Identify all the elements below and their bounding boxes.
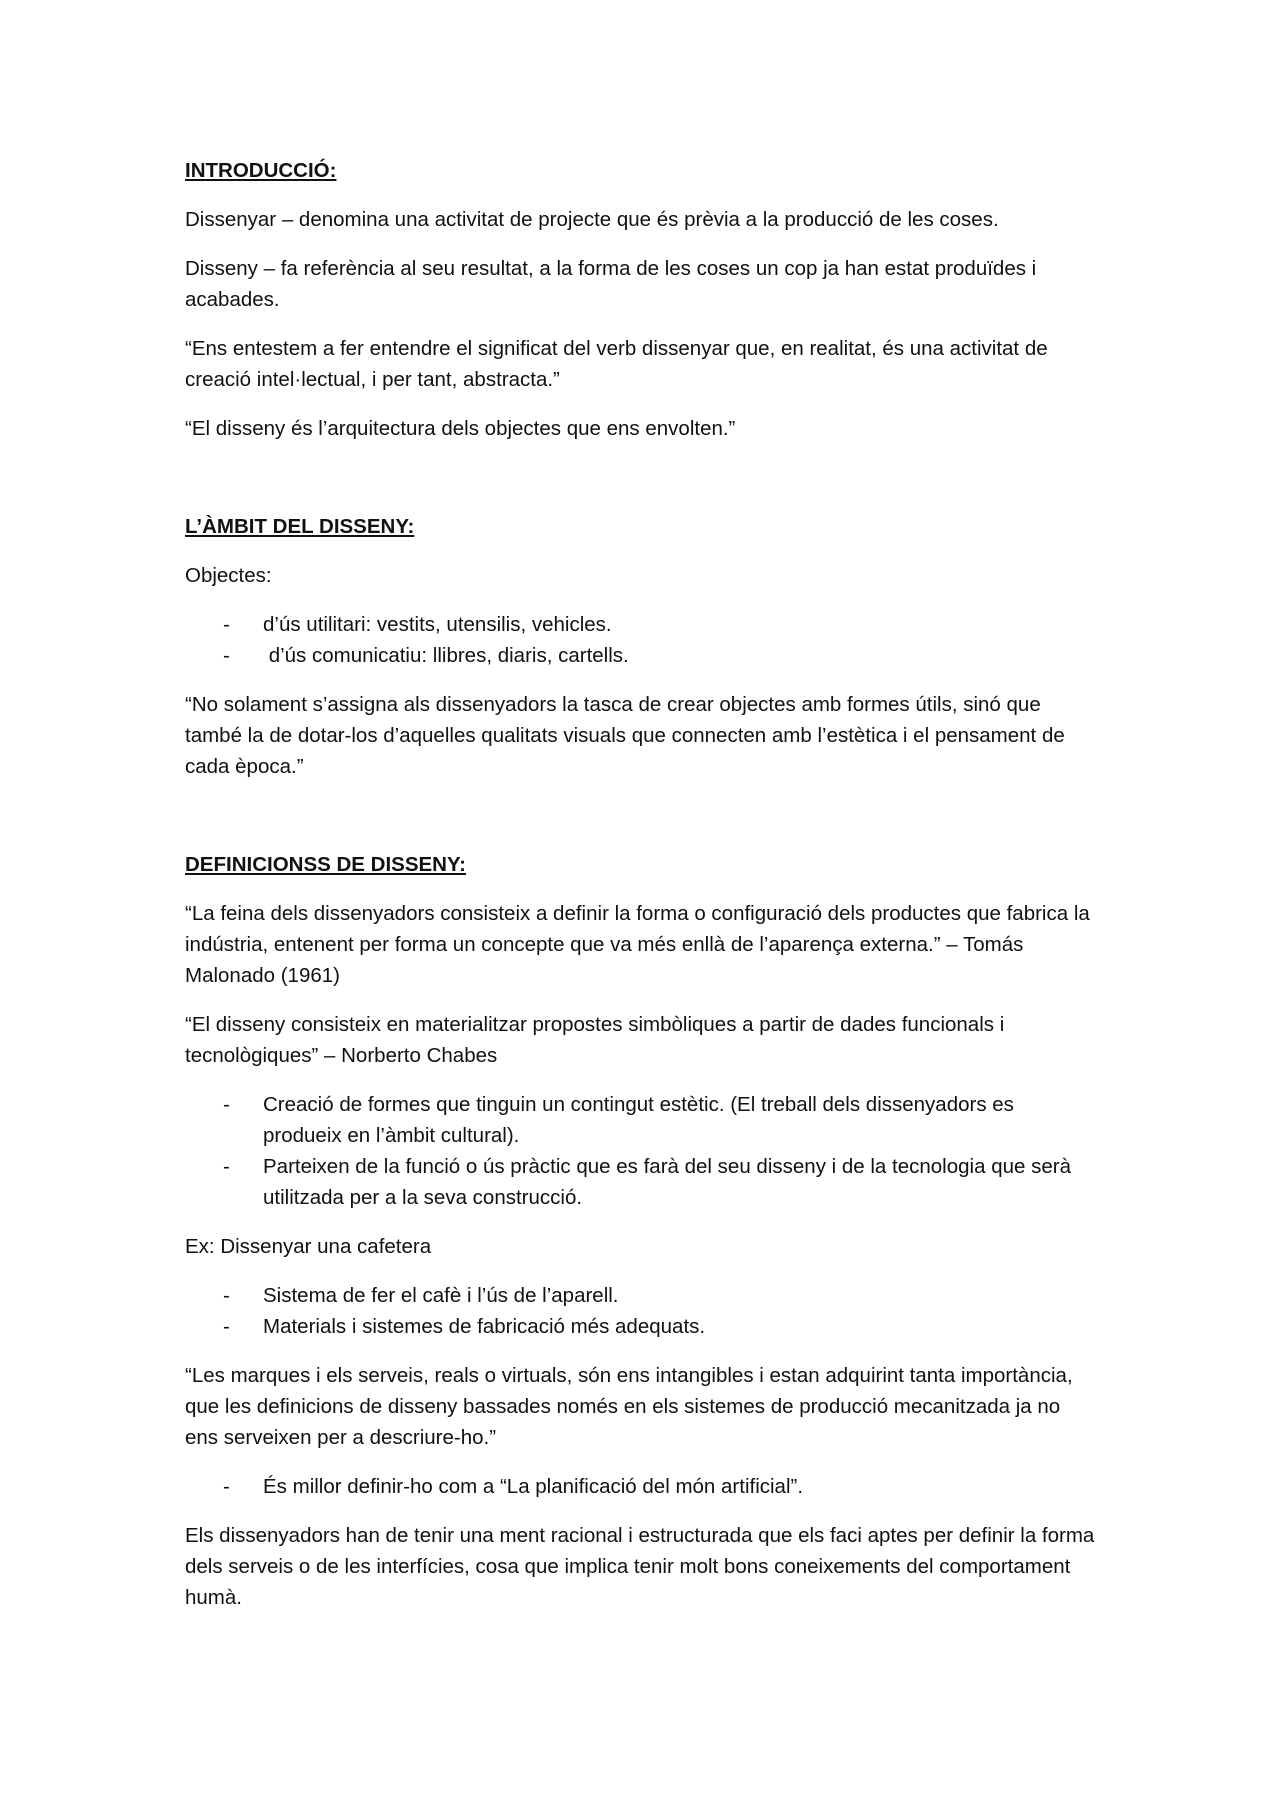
dash-bullet: - (223, 1155, 230, 1178)
list-item (185, 1280, 1095, 1311)
quote-paragraph: “Les marques i els serveis, reals o virtuals, són ens intangibles i estan adquirint tanta importància, que les definicions de disseny bassades només en els sistemes de producció mecanitzada ja no ens serveixen per a descriure-ho.” (185, 1364, 1073, 1449)
quote-paragraph: “La feina dels dissenyadors consisteix a definir la forma o configuració dels productes que fabrica la indústria, entenent per forma un concepte que va més enllà de l’aparença externa.” – Tomás Malonado (1961) (185, 902, 1090, 987)
list-item (185, 1471, 1095, 1502)
quote-paragraph: “El disseny és l’arquitectura dels objectes que ens envolten.” (185, 417, 736, 440)
list-item-text: És millor definir-ho com a “La planificació del món artificial”. (263, 1475, 804, 1498)
section-heading-definicions: DEFINICIONSS DE DISSENY: (185, 853, 466, 876)
bullet-list (185, 1089, 1095, 1213)
list-item-text: Creació de formes que tinguin un contingut estètic. (El treball dels dissenyadors es produeix en l’àmbit cultural). (263, 1093, 1014, 1147)
dash-bullet: - (223, 1475, 230, 1498)
list-item (185, 1089, 1095, 1151)
dash-bullet: - (223, 1093, 230, 1116)
bullet-list (185, 609, 1095, 671)
dash-bullet: - (223, 644, 230, 667)
dash-bullet: - (223, 1284, 230, 1307)
bullet-list (185, 1280, 1095, 1342)
list-item-text: Parteixen de la funció o ús pràctic que es farà del seu disseny i de la tecnologia que serà utilitzada per a la seva construcció. (263, 1155, 1071, 1209)
paragraph: Ex: Dissenyar una cafetera (185, 1235, 432, 1258)
quote-paragraph: “El disseny consisteix en materialitzar propostes simbòliques a partir de dades funcionals i tecnològiques” – Norberto Chabes (185, 1013, 1005, 1067)
list-item-text: d’ús utilitari: vestits, utensilis, vehicles. (263, 613, 612, 636)
bullet-list (185, 1471, 1095, 1502)
list-item-text: Sistema de fer el cafè i l’ús de l’aparell. (263, 1284, 619, 1307)
list-item (185, 1311, 1095, 1342)
section-heading-ambit: L’ÀMBIT DEL DISSENY: (185, 515, 415, 538)
section-spacer (185, 462, 1095, 511)
paragraph: Objectes: (185, 564, 272, 587)
list-item (185, 640, 1095, 671)
paragraph: Disseny – fa referència al seu resultat, a la forma de les coses un cop ja han estat produïdes i acabades. (185, 257, 1037, 311)
dash-bullet: - (223, 613, 230, 636)
list-item (185, 609, 1095, 640)
quote-paragraph: “Ens entestem a fer entendre el significat del verb dissenyar que, en realitat, és una activitat de creació intel·lectual, i per tant, abstracta.” (185, 337, 1048, 391)
list-item-text: d’ús comunicatiu: llibres, diaris, cartells. (263, 644, 629, 667)
list-item-text: Materials i sistemes de fabricació més adequats. (263, 1315, 706, 1338)
list-item (185, 1151, 1095, 1213)
dash-bullet: - (223, 1315, 230, 1338)
paragraph: Els dissenyadors han de tenir una ment racional i estructurada que els faci aptes per definir la forma dels serveis o de les interfícies, cosa que implica tenir molt bons coneixements del comportament humà. (185, 1524, 1095, 1609)
quote-paragraph: “No solament s’assigna als dissenyadors la tasca de crear objectes amb formes útils, sinó que també la de dotar-los d’aquelles qualitats visuals que connecten amb l’estètica i el pensament de cada època.” (185, 693, 1065, 778)
section-heading-introduccio: INTRODUCCIÓ: (185, 159, 337, 182)
section-spacer (185, 800, 1095, 849)
paragraph: Dissenyar – denomina una activitat de projecte que és prèvia a la producció de les coses. (185, 208, 999, 231)
document-body (185, 155, 1095, 1631)
